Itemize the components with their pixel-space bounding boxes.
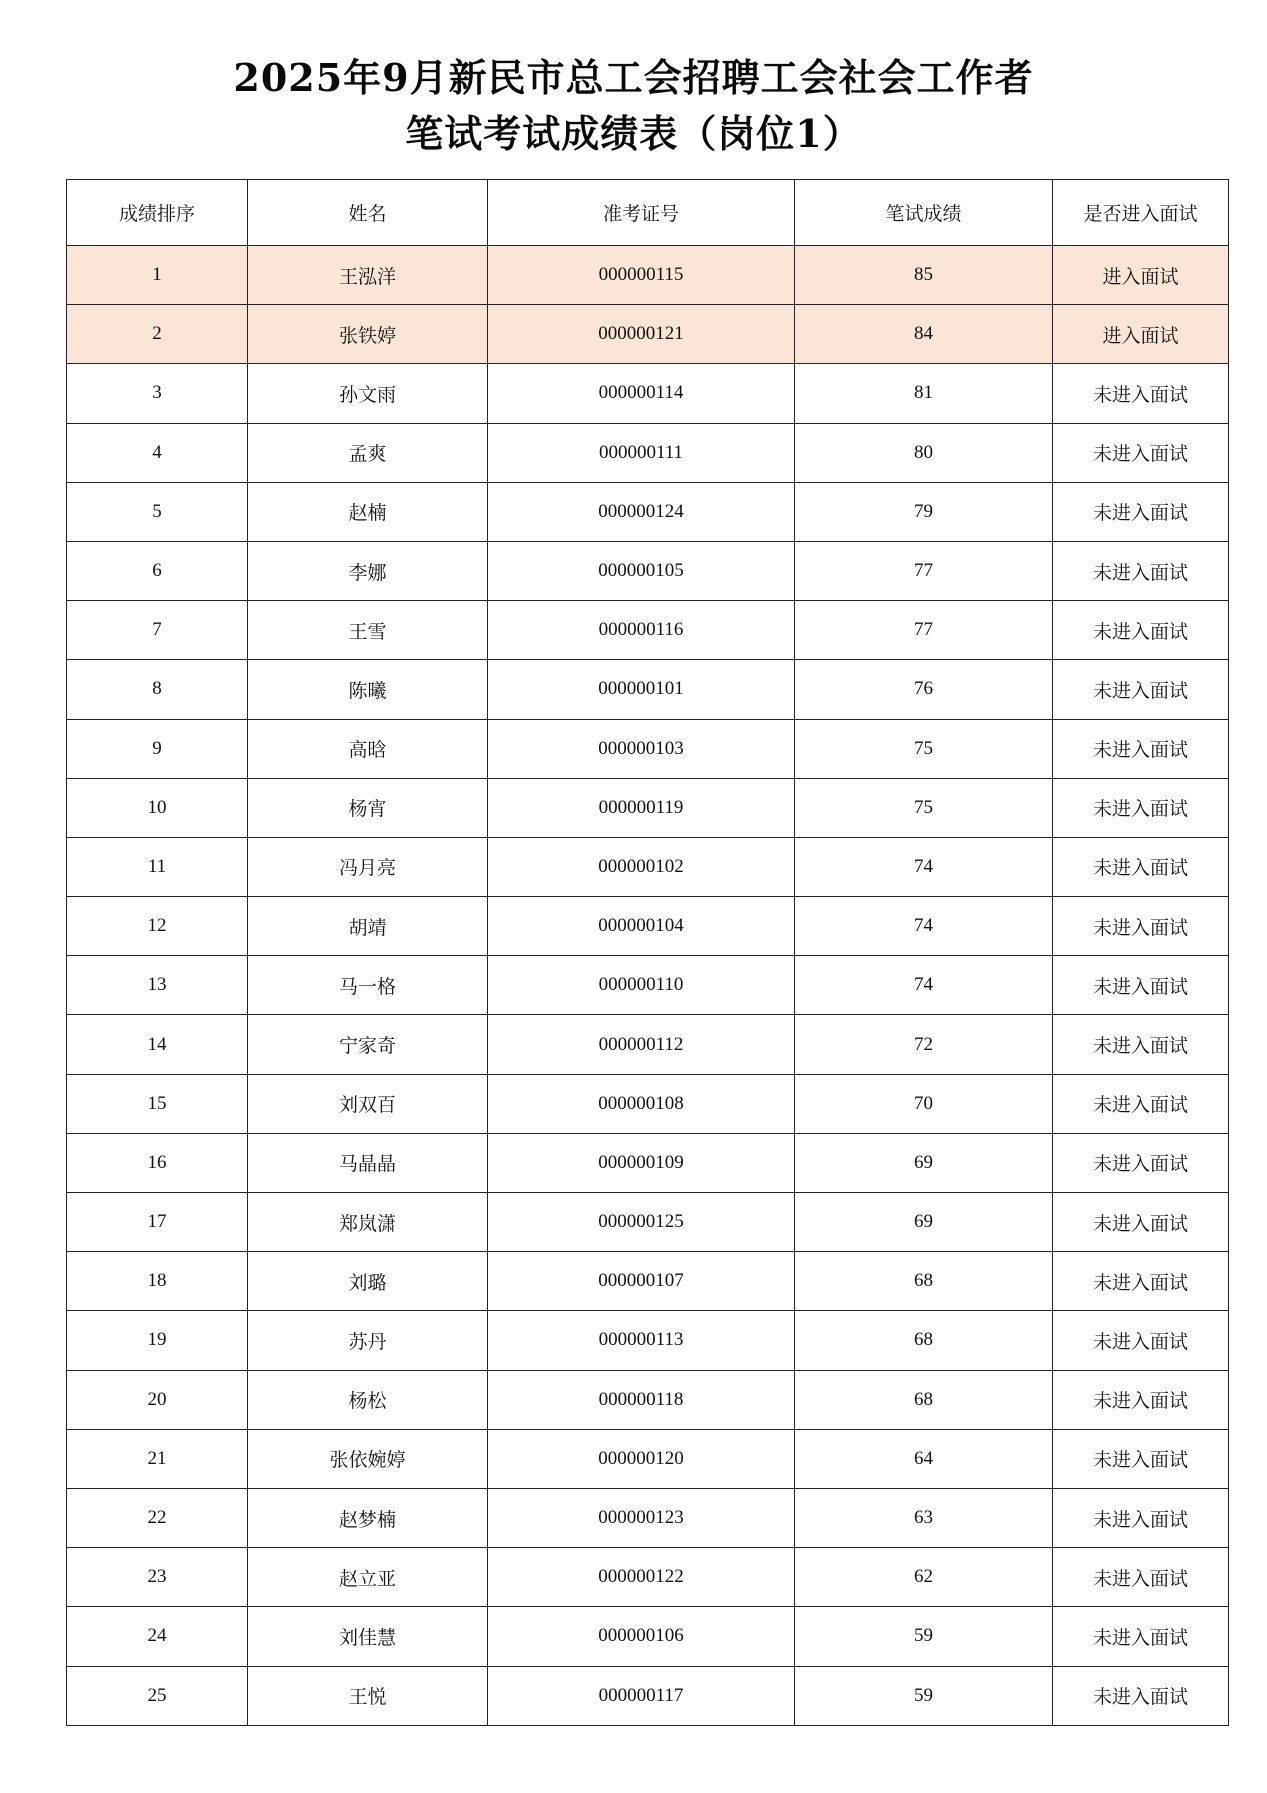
cell-score: 85 [795,246,1053,305]
header-interview-status: 是否进入面试 [1053,180,1229,246]
cell-exam-id: 000000121 [488,305,795,364]
header-exam-id: 准考证号 [488,180,795,246]
table-row [67,1666,1229,1725]
cell-interview-status: 未进入面试 [1053,837,1229,896]
cell-exam-id: 000000119 [488,778,795,837]
cell-rank: 4 [67,423,248,482]
table-row [67,1252,1229,1311]
cell-rank: 2 [67,305,248,364]
cell-score: 77 [795,541,1053,600]
cell-rank: 12 [67,897,248,956]
cell-exam-id: 000000102 [488,837,795,896]
cell-interview-status: 未进入面试 [1053,1666,1229,1725]
cell-exam-id: 000000107 [488,1252,795,1311]
cell-interview-status: 未进入面试 [1053,1311,1229,1370]
cell-exam-id: 000000112 [488,1015,795,1074]
cell-interview-status: 未进入面试 [1053,956,1229,1015]
cell-name: 马晶晶 [248,1133,488,1192]
cell-exam-id: 000000109 [488,1133,795,1192]
table-row [67,1193,1229,1252]
cell-name: 陈曦 [248,660,488,719]
cell-score: 74 [795,837,1053,896]
document-title [0,50,1267,162]
header-score: 笔试成绩 [795,180,1053,246]
cell-interview-status: 未进入面试 [1053,1370,1229,1429]
table-row [67,1607,1229,1666]
table-row [67,897,1229,956]
cell-interview-status: 未进入面试 [1053,778,1229,837]
cell-exam-id: 000000104 [488,897,795,956]
cell-rank: 14 [67,1015,248,1074]
cell-score: 59 [795,1666,1053,1725]
cell-exam-id: 000000111 [488,423,795,482]
cell-name: 李娜 [248,541,488,600]
cell-name: 苏丹 [248,1311,488,1370]
cell-name: 孙文雨 [248,364,488,423]
table-row [67,1488,1229,1547]
table-row [67,660,1229,719]
cell-score: 69 [795,1133,1053,1192]
cell-name: 刘双百 [248,1074,488,1133]
cell-rank: 16 [67,1133,248,1192]
cell-interview-status: 未进入面试 [1053,1133,1229,1192]
table-row [67,719,1229,778]
table-row [67,1548,1229,1607]
cell-exam-id: 000000125 [488,1193,795,1252]
header-name: 姓名 [248,180,488,246]
cell-rank: 23 [67,1548,248,1607]
table-row [67,364,1229,423]
cell-score: 68 [795,1252,1053,1311]
table-row [67,837,1229,896]
table-row [67,1311,1229,1370]
cell-score: 84 [795,305,1053,364]
table-row [67,423,1229,482]
header-row [67,180,1229,246]
cell-interview-status: 未进入面试 [1053,601,1229,660]
cell-score: 68 [795,1311,1053,1370]
cell-rank: 9 [67,719,248,778]
cell-exam-id: 000000110 [488,956,795,1015]
cell-interview-status: 未进入面试 [1053,423,1229,482]
score-table [66,179,1229,1726]
cell-score: 68 [795,1370,1053,1429]
cell-name: 赵楠 [248,482,488,541]
cell-name: 赵立亚 [248,1548,488,1607]
cell-rank: 21 [67,1429,248,1488]
cell-exam-id: 000000116 [488,601,795,660]
cell-exam-id: 000000118 [488,1370,795,1429]
cell-rank: 6 [67,541,248,600]
cell-rank: 3 [67,364,248,423]
cell-name: 王悦 [248,1666,488,1725]
cell-name: 刘佳慧 [248,1607,488,1666]
cell-exam-id: 000000115 [488,246,795,305]
cell-exam-id: 000000114 [488,364,795,423]
cell-name: 张铁婷 [248,305,488,364]
cell-exam-id: 000000122 [488,1548,795,1607]
cell-score: 74 [795,897,1053,956]
cell-rank: 7 [67,601,248,660]
cell-interview-status: 未进入面试 [1053,364,1229,423]
cell-score: 69 [795,1193,1053,1252]
cell-interview-status: 未进入面试 [1053,1488,1229,1547]
cell-score: 75 [795,778,1053,837]
cell-name: 王泓洋 [248,246,488,305]
cell-name: 马一格 [248,956,488,1015]
table-row [67,482,1229,541]
cell-rank: 5 [67,482,248,541]
cell-rank: 22 [67,1488,248,1547]
cell-interview-status: 未进入面试 [1053,1015,1229,1074]
cell-interview-status: 进入面试 [1053,305,1229,364]
cell-exam-id: 000000117 [488,1666,795,1725]
cell-rank: 1 [67,246,248,305]
cell-rank: 20 [67,1370,248,1429]
cell-name: 张依婉婷 [248,1429,488,1488]
cell-name: 胡靖 [248,897,488,956]
cell-interview-status: 未进入面试 [1053,1074,1229,1133]
cell-exam-id: 000000113 [488,1311,795,1370]
cell-score: 75 [795,719,1053,778]
cell-name: 郑岚潇 [248,1193,488,1252]
cell-rank: 19 [67,1311,248,1370]
table-row [67,1370,1229,1429]
cell-exam-id: 000000120 [488,1429,795,1488]
cell-exam-id: 000000103 [488,719,795,778]
cell-exam-id: 000000105 [488,541,795,600]
cell-interview-status: 未进入面试 [1053,482,1229,541]
table-row [67,1074,1229,1133]
cell-name: 杨宵 [248,778,488,837]
cell-score: 79 [795,482,1053,541]
cell-name: 冯月亮 [248,837,488,896]
cell-interview-status: 未进入面试 [1053,897,1229,956]
cell-interview-status: 未进入面试 [1053,1607,1229,1666]
table-body [67,246,1229,1726]
cell-name: 赵梦楠 [248,1488,488,1547]
cell-score: 81 [795,364,1053,423]
cell-name: 王雪 [248,601,488,660]
title-line-2: 笔试考试成绩表（岗位1） [405,111,862,156]
cell-rank: 8 [67,660,248,719]
cell-score: 72 [795,1015,1053,1074]
header-rank: 成绩排序 [67,180,248,246]
cell-rank: 13 [67,956,248,1015]
cell-score: 80 [795,423,1053,482]
cell-score: 74 [795,956,1053,1015]
cell-interview-status: 未进入面试 [1053,1429,1229,1488]
cell-name: 宁家奇 [248,1015,488,1074]
cell-exam-id: 000000123 [488,1488,795,1547]
cell-rank: 11 [67,837,248,896]
cell-interview-status: 未进入面试 [1053,719,1229,778]
table-header [67,180,1229,246]
cell-name: 刘璐 [248,1252,488,1311]
table-row [67,1015,1229,1074]
cell-exam-id: 000000106 [488,1607,795,1666]
table-row [67,778,1229,837]
cell-rank: 24 [67,1607,248,1666]
cell-name: 高晗 [248,719,488,778]
title-line-1: 2025年9月新民市总工会招聘工会社会工作者 [233,55,1034,100]
cell-rank: 18 [67,1252,248,1311]
cell-exam-id: 000000124 [488,482,795,541]
cell-interview-status: 未进入面试 [1053,1252,1229,1311]
cell-name: 杨松 [248,1370,488,1429]
cell-rank: 10 [67,778,248,837]
cell-score: 77 [795,601,1053,660]
table-row [67,1133,1229,1192]
table-row [67,305,1229,364]
cell-interview-status: 未进入面试 [1053,660,1229,719]
cell-rank: 17 [67,1193,248,1252]
cell-interview-status: 未进入面试 [1053,541,1229,600]
cell-score: 76 [795,660,1053,719]
cell-score: 62 [795,1548,1053,1607]
cell-score: 64 [795,1429,1053,1488]
cell-exam-id: 000000101 [488,660,795,719]
table-row [67,601,1229,660]
table-row [67,541,1229,600]
cell-interview-status: 未进入面试 [1053,1548,1229,1607]
cell-interview-status: 未进入面试 [1053,1193,1229,1252]
cell-rank: 25 [67,1666,248,1725]
cell-name: 孟爽 [248,423,488,482]
cell-score: 63 [795,1488,1053,1547]
table-row [67,1429,1229,1488]
cell-score: 70 [795,1074,1053,1133]
table-row [67,956,1229,1015]
cell-interview-status: 进入面试 [1053,246,1229,305]
table-row [67,246,1229,305]
cell-rank: 15 [67,1074,248,1133]
cell-exam-id: 000000108 [488,1074,795,1133]
cell-score: 59 [795,1607,1053,1666]
